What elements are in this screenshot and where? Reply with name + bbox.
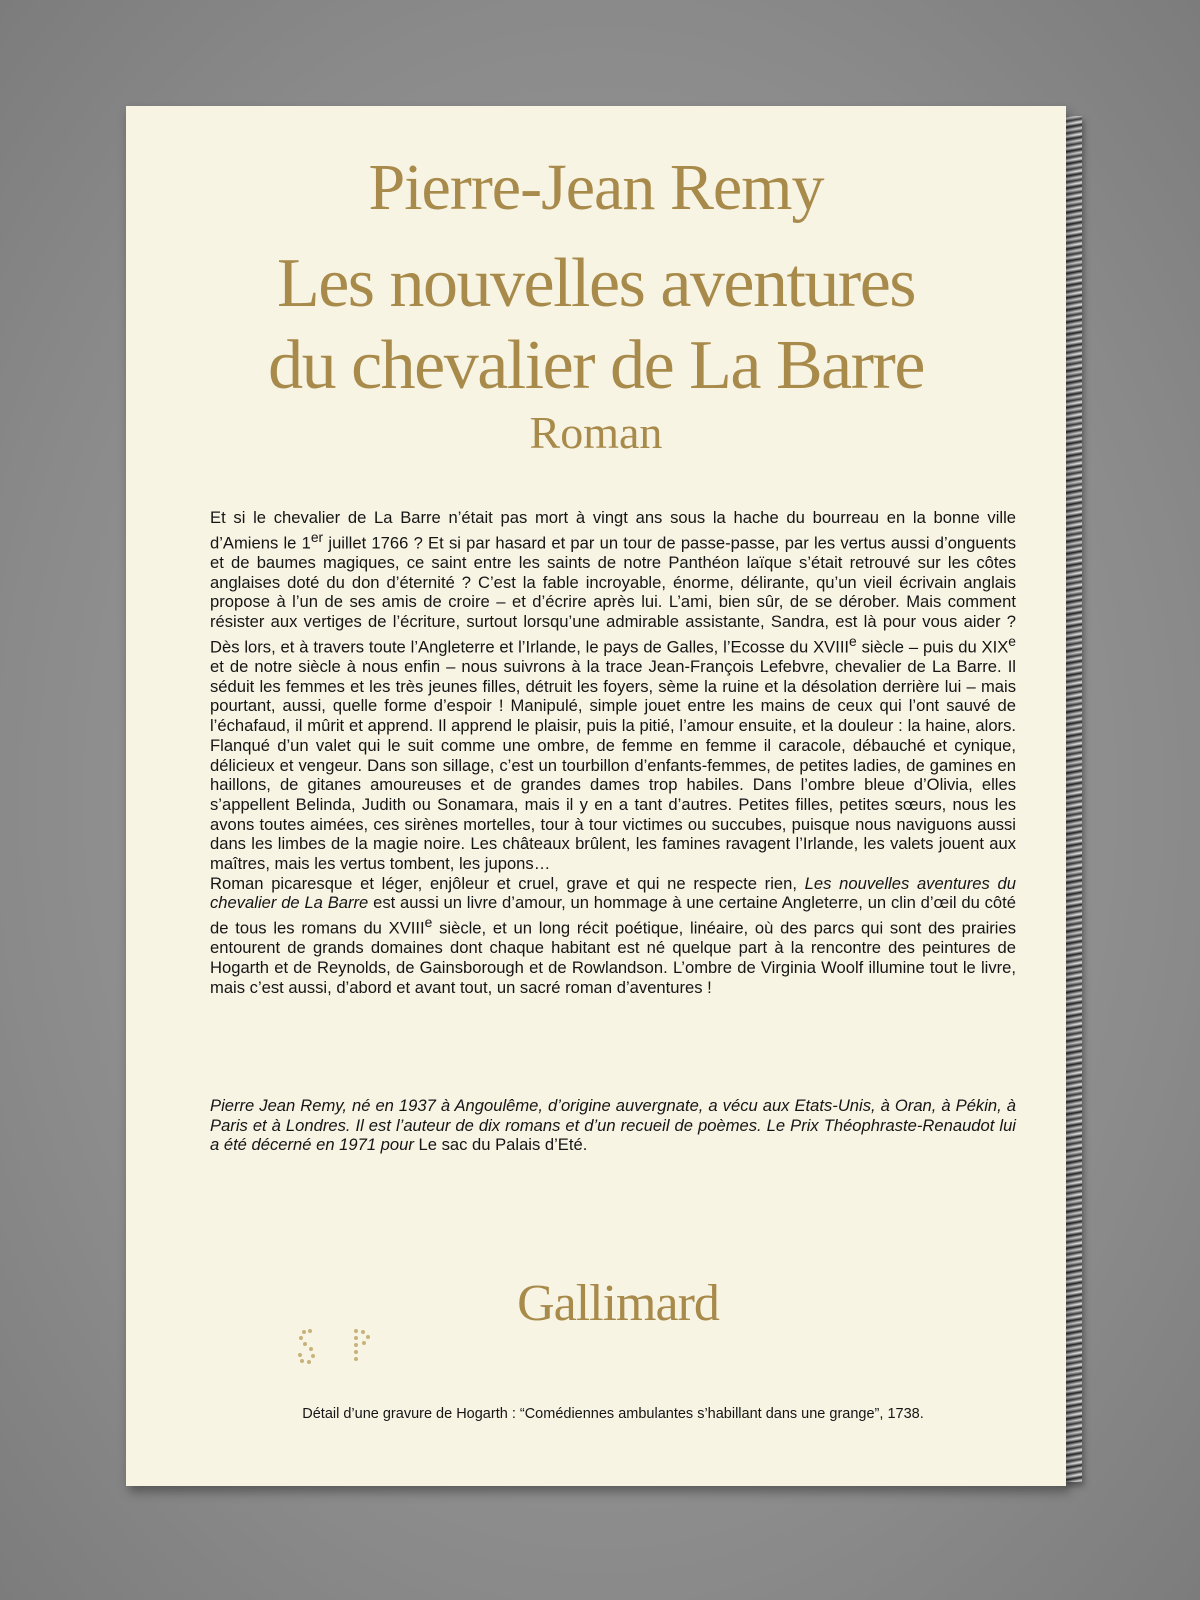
author-bio: Pierre Jean Remy, né en 1937 à Angoulême, d’origine auvergnate, a vécu aux Etats-Unis, à Oran, à Pékin, à Paris et à Londres. Il est l’auteur de dix romans et d’un recueil de poèmes. Le Prix Théophraste-Renaudot lui a été décerné en 1971 pour Le sac du Palais d’Eté. (210, 1096, 1016, 1155)
author-name: Pierre-Jean Remy (368, 151, 824, 224)
publisher-name: Gallimard (517, 1275, 719, 1332)
blurb-text (210, 508, 1016, 997)
blurb-paragraph-1: Et si le chevalier de La Barre n’était pas mort à vingt ans sous la hache du bourreau en la bonne ville d’Amiens le 1er juillet 1766 ? Et si par hasard et par un tour de passe-passe, par les vertus aussi d’onguents et de baumes magiques, ce saint entre les saints de notre Panthéon laïque s’était retrouvé sur les côtes anglaises doté du don d’éternité ? C’est la fable incroyable, énorme, délirante, qu’un vieil écrivain anglais propose à l’un de ses amis de croire – et d’écrire après lui. L’ami, bien sûr, de se dérober. Mais comment résister aux vertiges de l’écriture, surtout lorsqu’une admirable assistante, Sandra, est là pour vous aider ? Dès lors, et à travers toute l’Angleterre et l’Irlande, le pays de Galles, l’Ecosse du XVIIIe siècle – puis du XIXe et de notre siècle à nous enfin – nous suivrons à la trace Jean-François Lefebvre, chevalier de La Barre. Il séduit les femmes et les très jeunes filles, détruit les foyers, sème la ruine et la désolation derrière lui – mais pourtant, aussi, quelle forme d’espoir ! Manipulé, simple jouet entre les mains de ceux qui l’ont sauvé de l’échafaud, il mûrit et apprend. Il apprend le plaisir, puis la pitié, l’amour ensuite, et la douleur : la haine, alors. Flanqué d’un valet qui le suit comme une ombre, de femme en femme il caracole, débauché et cynique, délicieux et vengeur. Dans son sillage, c’est un tourbillon d’enfants-femmes, de petites ladies, de gamines en haillons, de gitanes amoureuses et de grandes dames trop habiles. Dans l’ombre bleue d’Olivia, elles s’appellent Belinda, Judith ou Sonamara, mais il y en a tant d’autres. Petites filles, petites sœurs, nous les avons toutes aimées, ces sirènes mortelles, tour à tour victimes ou succubes, puisque nous naviguons aussi dans les limbes de la magie noire. Les châteaux brûlent, les famines ravagent l’Irlande, les valets jouent aux maîtres, mais les vertus tombent, les jupons… (210, 508, 1016, 874)
illustration-credit: Détail d’une gravure de Hogarth : “Comédiennes ambulantes s’habillant dans une grange”, 1738. (302, 1406, 924, 1422)
book-title-line-1: Les nouvelles aventures (276, 245, 916, 322)
genre-label: Roman (529, 407, 663, 458)
publisher-monogram-icon (296, 1328, 386, 1374)
book-back-cover (126, 106, 1066, 1486)
blurb-paragraph-2: Roman picaresque et léger, enjôleur et cruel, grave et qui ne respecte rien, Les nouvelles aventures du chevalier de La Barre est aussi un livre d’amour, un hommage à une certaine Angleterre, un clin d’œil du côté de tous les romans du XVIIIe siècle, et un long récit poétique, linéaire, où des parcs qui sont des prairies entourent de grands domaines dont chaque habitant est né quelque part à la rencontre des peintures de Hogarth et de Reynolds, de Gainsborough et de Rowlandson. L’ombre de Virginia Woolf illumine tout le livre, mais c’est aussi, d’abord et avant tout, un sacré roman d’aventures ! (210, 873, 1016, 997)
book-title-line-2: du chevalier de La Barre (268, 327, 924, 404)
